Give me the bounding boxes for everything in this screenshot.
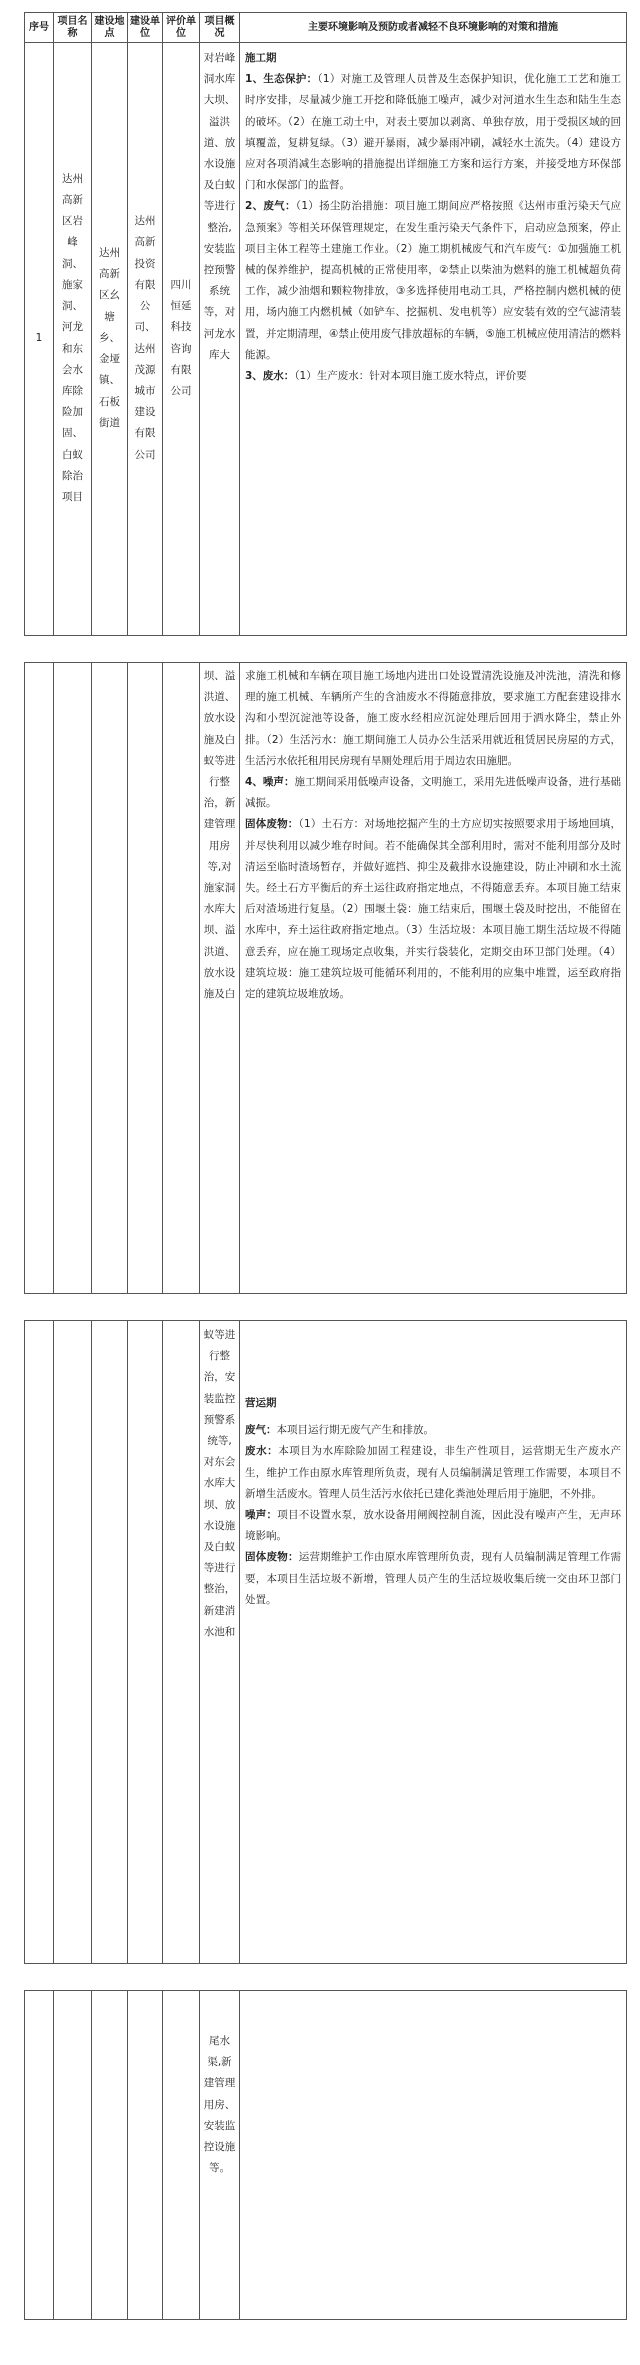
operation-title: 营运期 <box>245 1397 277 1409</box>
cell-no-empty <box>25 1321 54 1963</box>
cell-location: 达州高新区幺塘乡、金垭镇、石板街道 <box>92 42 128 635</box>
cell-location-empty <box>92 1321 128 1963</box>
table-segment-3 <box>24 1320 627 1964</box>
cell-measures-part-1 <box>240 42 626 635</box>
construction-water-1: 3、废水：（1）生产废水：针对本项目施工废水特点，评价要 <box>245 370 527 383</box>
operation-water: 废水：本项目为水库除险加固工程建设，非生产性项目，运营期无生产废水产生，维护工作由原水库管理所负责，现有人员编制满足管理工作需要，本项目不新增生活废水。管理人员生活污水依托已建化粪池处理后用于施肥，不外排。 <box>245 1445 622 1500</box>
table-row <box>25 1321 626 1963</box>
cell-project-name-empty <box>54 663 92 1293</box>
construction-noise: 4、噪声：施工期间采用低噪声设备，文明施工，采用先进低噪声设备，进行基础减振。 <box>245 776 622 810</box>
construction-water-2: 求施工机械和车辆在项目施工场地内进出口处设置清洗设施及冲洗池，清洗和修理的施工机械、车辆所产生的含油废水不得随意排放，要求施工方配套建设排水沟和小型沉淀池等设备，施工废水经相应沉淀处理后回用于洒水降尘，禁止外排。（2）生活污水：施工期间施工人员办公生活采用就近租赁居民房屋的方式，生活污水依托租用民房现有旱厕处理后用于周边农田施肥。 <box>245 670 621 767</box>
cell-no-empty <box>25 1991 54 2319</box>
header-evaluator: 评价单位 <box>163 13 200 42</box>
cell-evaluator: 四川恒延科技咨询有限公司 <box>163 42 200 635</box>
header-location: 建设地点 <box>92 13 128 42</box>
cell-project-name-empty <box>54 1321 92 1963</box>
cell-evaluator-empty <box>163 663 200 1293</box>
table-segment-2 <box>24 662 627 1294</box>
cell-no-empty <box>25 663 54 1293</box>
cell-measures-part-3 <box>240 1321 626 1963</box>
header-project-name: 项目名称 <box>54 13 92 42</box>
cell-measures-empty <box>240 1991 626 2319</box>
construction-solid: 固体废物：（1）土石方：对场地挖掘产生的土方应切实按照要求用于场地回填，并尽快利用以减少堆存时间。若不能确保其全部利用时，需对不能利用部分及时清运至临时渣场暂存，并做好遮挡、抑尘及截排水设施建设，防止冲刷和水土流失。经土石方平衡后的弃土运往政府指定地点，不得随意丢弃。本项目施工结束后对渣场进行复垦。（2）围堰土袋：施工结束后，围堰土袋及时挖出，不能留在水库中，弃土运往政府指定地点。（3）生活垃圾：本项目施工期生活垃圾不得随意丢弃，应在施工现场定点收集，并实行袋装化，定期交由环卫部门处理。（4）建筑垃圾：施工建筑垃圾可能循环利用的，不能利用的应集中堆置，运至政府指定的建筑垃圾堆放场。 <box>245 818 621 1001</box>
construction-air: 2、废气：（1）扬尘防治措施：项目施工期间应严格按照《达州市重污染天气应急预案》等相关环保管理规定，在发生重污染天气条件下，启动应急预案，停止项目主体工程等土建施工作业。（2）施工期机械废气和汽车废气：①加强施工机械的保养维护，提高机械的正常使用率，②禁止以柴油为燃料的施工机械超负荷工作，减少油烟和颗粒物排放，③多选择使用电动工具，严格控制内燃机械的使用，场内施工内燃机械（如铲车、挖掘机、发电机等）应安装有效的空气滤清装置，并定期清理，④禁止使用废气排放超标的车辆，⑤施工机械应使用清洁的燃料能源。 <box>245 200 621 361</box>
cell-project-name: 达州高新区岩峰洞、施家洞、河龙和东会水库除险加固、白蚁除治项目 <box>54 42 92 635</box>
table-segment-1 <box>24 12 627 636</box>
cell-builder-empty <box>128 1321 163 1963</box>
cell-overview-part-3: 蚁等进行整治，安装监控预警系统等,对东会水库大坝、放水设施及白蚁等进行整治，新建消水池和 <box>200 1321 240 1963</box>
cell-evaluator-empty <box>163 1991 200 2319</box>
operation-air: 废气：本项目运行期无废气产生和排放。 <box>245 1424 434 1437</box>
cell-measures-part-2 <box>240 663 626 1293</box>
table-header <box>25 13 626 43</box>
cell-location-empty <box>92 663 128 1293</box>
header-measures: 主要环境影响及预防或者减轻不良环境影响的对策和措施 <box>308 21 558 33</box>
header-overview: 项目概况 <box>200 13 240 42</box>
cell-project-name-empty <box>54 1991 92 2319</box>
cell-builder: 达州高新投资有限公司、达州茂源城市建设有限公司 <box>128 42 163 635</box>
cell-builder-empty <box>128 663 163 1293</box>
operation-noise: 噪声：项目不设置水泵，放水设备用闸阀控制自流，因此没有噪声产生，无声环境影响。 <box>245 1509 621 1543</box>
table-row <box>25 1991 626 2319</box>
table-segment-4 <box>24 1990 627 2320</box>
header-builder: 建设单位 <box>128 13 163 42</box>
cell-overview-part-1: 对岩峰洞水库大坝、溢洪道、放水设施及白蚁等进行整治,安装监控预警系统等，对河龙水库大 <box>200 42 240 635</box>
table-row <box>25 42 626 635</box>
cell-no: 1 <box>25 42 54 635</box>
construction-eco: 1、生态保护：（1）对施工及管理人员普及生态保护知识，优化施工工艺和施工时序安排，尽量减少施工开挖和降低施工噪声，减少对河道水生生态和陆生生态的破坏。（2）在施工动土中，对表土要加以剥离、单独存放，用于受损区域的回填覆盖，复耕复绿。（3）避开暴雨，减少暴雨冲刷，减轻水土流失。（4）建设方应对各项消减生态影响的措施提出详细施工方案和运行方案，并接受地方环保部门和水保部门的监督。 <box>245 73 621 192</box>
header-no: 序号 <box>25 13 54 42</box>
operation-solid: 固体废物：运营期维护工作由原水库管理所负责，现有人员编制满足管理工作需要，本项目生活垃圾不新增，管理人员产生的生活垃圾收集后统一交由环卫部门处置。 <box>245 1551 621 1606</box>
construction-title: 施工期 <box>245 52 277 64</box>
table-row <box>25 663 626 1293</box>
cell-overview-part-4: 尾水渠,新建管理用房、安装监控设施等。 <box>200 1991 240 2319</box>
cell-builder-empty <box>128 1991 163 2319</box>
cell-location-empty <box>92 1991 128 2319</box>
cell-evaluator-empty <box>163 1321 200 1963</box>
cell-overview-part-2: 坝、溢洪道、放水设施及白蚁等进行整治，新建管理用房等,对施家洞水库大坝、溢洪道、放水设施及白 <box>200 663 240 1293</box>
